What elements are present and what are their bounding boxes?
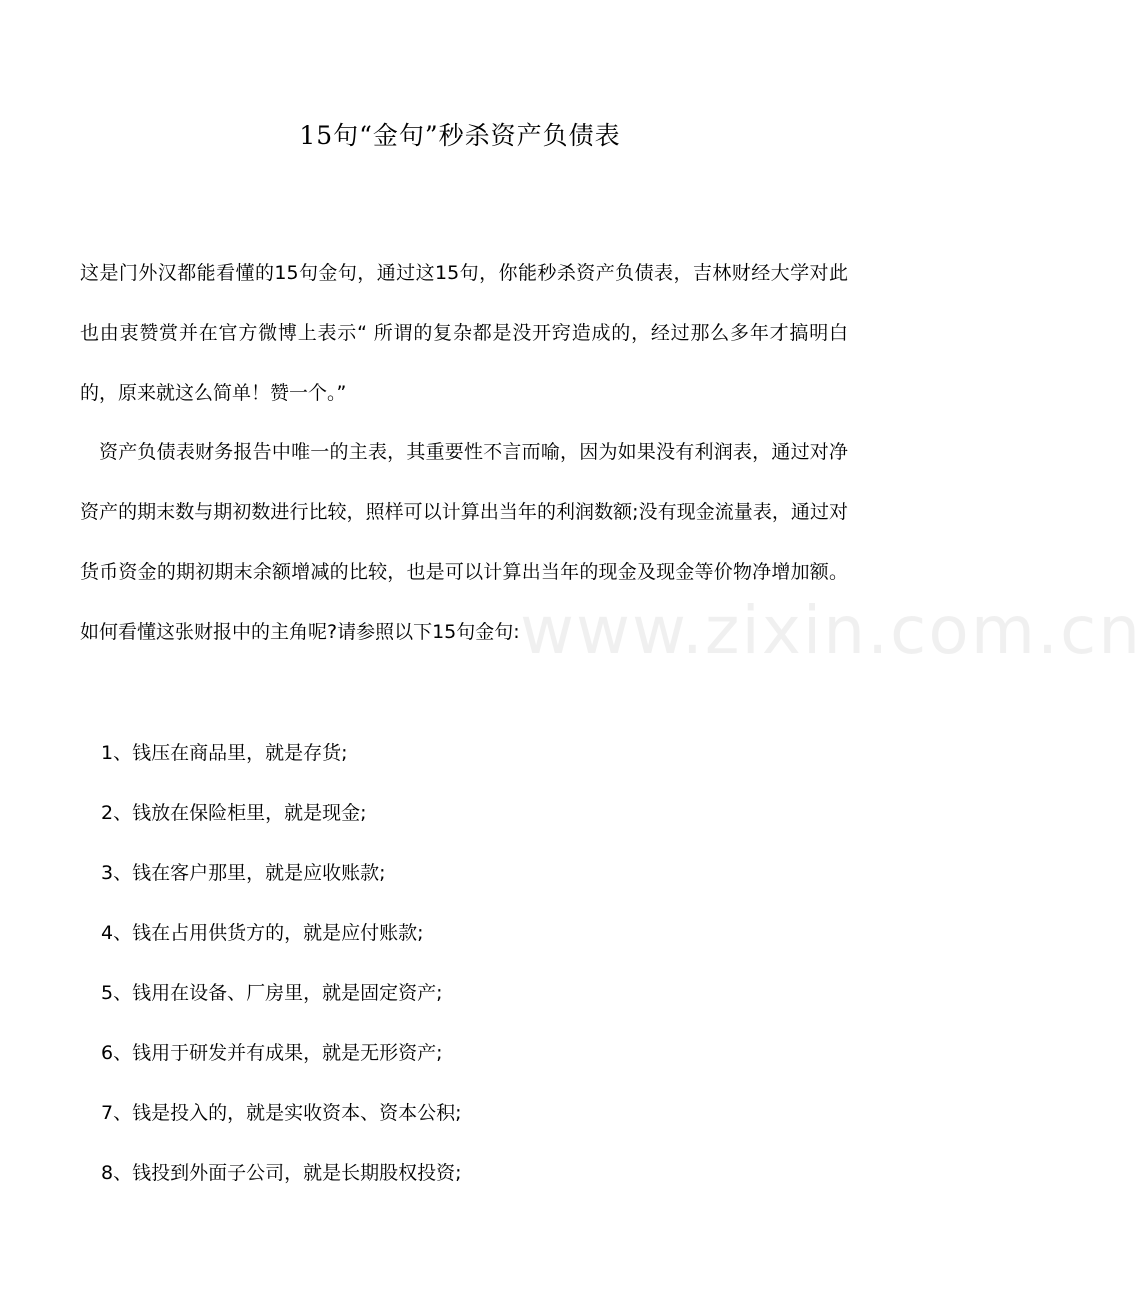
golden-sentence-list (101, 723, 462, 1203)
list-item: 2、钱放在保险柜里，就是现金; (101, 802, 367, 824)
intro-paragraph: 这是门外汉都能看懂的15句金句，通过这15句，你能秒杀资产负债表，吉林财经大学对此也由衷赞赏并在官方微博上表示“ 所谓的复杂都是没开窍造成的，经过那么多年才搞明白的，原来就这么简单！赞一个。” (80, 262, 848, 404)
list-item: 5、钱用在设备、厂房里，就是固定资产; (101, 982, 443, 1004)
list-item: 6、钱用于研发并有成果，就是无形资产; (101, 1042, 443, 1064)
list-item: 7、钱是投入的，就是实收资本、资本公积; (101, 1102, 462, 1124)
list-item: 4、钱在占用供货方的，就是应付账款; (101, 922, 424, 944)
body-paragraph: 资产负债表财务报告中唯一的主表，其重要性不言而喻，因为如果没有利润表，通过对净资产的期末数与期初数进行比较，照样可以计算出当年的利润数额;没有现金流量表，通过对货币资金的期初期末余额增减的比较，也是可以计算出当年的现金及现金等价物净增加额。如何看懂这张财报中的主角呢?请参照以下15句金句: (80, 441, 848, 643)
list-item: 8、钱投到外面子公司，就是长期股权投资; (101, 1162, 462, 1184)
list-item: 1、钱压在商品里，就是存货; (101, 742, 348, 764)
document-title: 15句“金句”秒杀资产负债表 (299, 121, 621, 150)
list-item: 3、钱在客户那里，就是应收账款; (101, 862, 386, 884)
watermark: www.zixin.com.cn (520, 592, 1142, 669)
